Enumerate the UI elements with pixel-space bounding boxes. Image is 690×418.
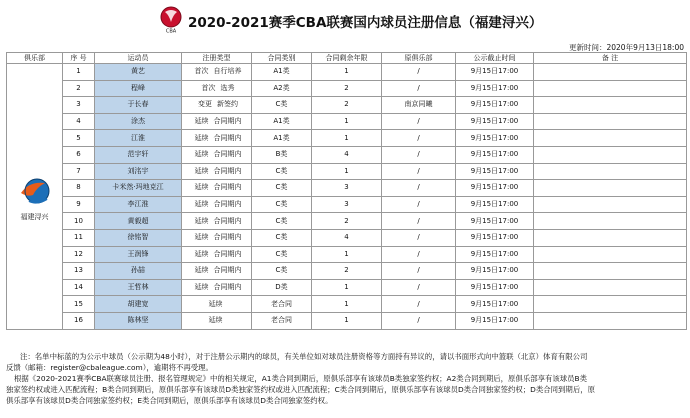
table-row: [7, 229, 687, 246]
cell-contract: C类: [252, 229, 312, 246]
cell-contract: C类: [252, 180, 312, 197]
cell-contract: 老合同: [252, 312, 312, 329]
reg-type-main: 延续: [194, 216, 209, 225]
cell-no: 13: [63, 263, 95, 280]
reg-type-main: 变更: [198, 100, 212, 109]
note-2c: 俱乐部享有该球员D类合同独家签约权；E类合同到期后，原俱乐部享有该球员D类合同独家签约权。: [6, 396, 333, 405]
col-header-athlete: 运动员: [95, 53, 182, 64]
cell-deadline: 9月15日17:00: [456, 246, 534, 263]
club-cell: [7, 64, 63, 330]
cell-no: 3: [63, 97, 95, 114]
cell-years: 1: [312, 246, 382, 263]
reg-type-main: 延续: [194, 233, 209, 242]
table-row: [7, 263, 687, 280]
cell-contract: C类: [252, 97, 312, 114]
cell-years: 1: [312, 64, 382, 81]
cell-no: 14: [63, 279, 95, 296]
cell-remarks: [534, 113, 687, 130]
table-row: [7, 279, 687, 296]
cell-no: 5: [63, 130, 95, 147]
cell-athlete: 孙喆: [95, 263, 182, 280]
cell-orig-club: /: [382, 263, 456, 280]
cell-contract: A1类: [252, 64, 312, 81]
cell-reg-type: [182, 263, 252, 280]
cell-athlete: 胡建宽: [95, 296, 182, 313]
reg-type-main: 延续: [194, 200, 209, 209]
reg-type-main: 延续: [194, 266, 209, 275]
cell-remarks: [534, 97, 687, 114]
cell-remarks: [534, 296, 687, 313]
cell-reg-type: [182, 312, 252, 329]
cell-no: 16: [63, 312, 95, 329]
reg-type-sub: 选秀: [220, 83, 235, 92]
note-2a: 根据《2020-2021赛季CBA联赛球员注册、报名管理规定》中的相关规定，A1类合同到期后，原俱乐部享有该球员B类独家签约权；A2类合同到期后，原俱乐部享有该球员B类: [14, 374, 588, 383]
table-row: [7, 246, 687, 263]
reg-type-main: 延续: [208, 316, 223, 325]
cell-deadline: 9月15日17:00: [456, 196, 534, 213]
cba-logo-icon: [160, 6, 182, 34]
cell-contract: A1类: [252, 130, 312, 147]
cell-no: 1: [63, 64, 95, 81]
cell-deadline: 9月15日17:00: [456, 113, 534, 130]
col-header-no: 序 号: [63, 53, 95, 64]
col-header-deadline: 公示截止时间: [456, 53, 534, 64]
note-1a: 注：名单中标蓝的为公示中球员（公示期为48小时），对于注册公示期内的球员，有关单位如对球员注册资格等方面持有异议的，请以书面形式向中篮联（北京）体育有限公司: [20, 352, 588, 361]
col-header-contract: 合同类别: [252, 53, 312, 64]
cell-no: 12: [63, 246, 95, 263]
cell-deadline: 9月15日17:00: [456, 279, 534, 296]
cell-athlete: 李江淮: [95, 196, 182, 213]
reg-type-sub: 合同期内: [213, 183, 242, 192]
reg-type-sub: 合同期内: [213, 249, 242, 258]
cell-athlete: 黄毅超: [95, 213, 182, 230]
cell-orig-club: /: [382, 130, 456, 147]
cell-remarks: [534, 229, 687, 246]
cell-athlete: 刘洺宇: [95, 163, 182, 180]
table-row: [7, 163, 687, 180]
cell-years: 2: [312, 213, 382, 230]
cell-contract: 老合同: [252, 296, 312, 313]
note-2b: 独家签约权或进入匹配流程；B类合同到期后，原俱乐部享有该球员D类独家签约权或进入匹配流程；C类合同到期后，原俱乐部享有该球员D类合同独家签约权；D类合同到期后，原: [6, 385, 595, 394]
cell-orig-club: /: [382, 64, 456, 81]
reg-type-main: 延续: [194, 166, 209, 175]
cell-no: 7: [63, 163, 95, 180]
cell-reg-type: [182, 196, 252, 213]
reg-type-main: 首次: [194, 67, 209, 76]
cell-deadline: 9月15日17:00: [456, 180, 534, 197]
cell-reg-type: [182, 80, 252, 97]
cell-deadline: 9月15日17:00: [456, 263, 534, 280]
cell-contract: A1类: [252, 113, 312, 130]
svg-text:CBA: CBA: [165, 28, 177, 34]
table-row: [7, 130, 687, 147]
reg-type-sub: 合同期内: [213, 233, 242, 242]
cell-athlete: 涂杰: [95, 113, 182, 130]
col-header-remarks: 备 注: [534, 53, 687, 64]
table-row: [7, 80, 687, 97]
club-logo-icon: [15, 171, 55, 211]
cell-orig-club: 南京同曦: [382, 97, 456, 114]
reg-type-sub: 合同期内: [213, 117, 242, 126]
cell-contract: B类: [252, 146, 312, 163]
cell-remarks: [534, 213, 687, 230]
cell-remarks: [534, 163, 687, 180]
cell-years: 4: [312, 146, 382, 163]
reg-type-sub: 合同期内: [213, 166, 242, 175]
cell-years: 2: [312, 80, 382, 97]
cell-deadline: 9月15日17:00: [456, 80, 534, 97]
page-title: 2020-2021赛季CBA联赛国内球员注册信息（福建浔兴）: [188, 15, 543, 31]
table-row: [7, 296, 687, 313]
cell-years: 1: [312, 296, 382, 313]
col-header-reg-type: 注册类型: [182, 53, 252, 64]
cell-deadline: 9月15日17:00: [456, 64, 534, 81]
cell-contract: C类: [252, 246, 312, 263]
cell-remarks: [534, 146, 687, 163]
cell-contract: C类: [252, 263, 312, 280]
reg-type-main: 延续: [194, 117, 209, 126]
header: [0, 0, 690, 40]
cell-remarks: [534, 263, 687, 280]
cell-no: 6: [63, 146, 95, 163]
cell-no: 10: [63, 213, 95, 230]
notes: [6, 351, 686, 406]
reg-type-sub: 自行培养: [213, 67, 242, 76]
reg-type-main: 延续: [208, 299, 223, 308]
table-row: [7, 312, 687, 329]
cell-athlete: 江淮: [95, 130, 182, 147]
cell-reg-type: [182, 146, 252, 163]
cell-years: 2: [312, 97, 382, 114]
cell-contract: A2类: [252, 80, 312, 97]
cell-orig-club: /: [382, 213, 456, 230]
cell-athlete: 程峰: [95, 80, 182, 97]
reg-type-sub: 新签约: [217, 100, 238, 109]
cell-athlete: 王润锋: [95, 246, 182, 263]
cell-no: 8: [63, 180, 95, 197]
cell-remarks: [534, 180, 687, 197]
reg-type-main: 延续: [194, 183, 209, 192]
club-box: [7, 171, 62, 221]
cell-reg-type: [182, 296, 252, 313]
club-name: 福建浔兴: [20, 213, 49, 222]
cell-orig-club: /: [382, 163, 456, 180]
update-time: 更新时间：2020年9月13日18:00: [568, 43, 684, 52]
cell-remarks: [534, 312, 687, 329]
cell-deadline: 9月15日17:00: [456, 312, 534, 329]
cell-athlete: 徐铭智: [95, 229, 182, 246]
cell-remarks: [534, 196, 687, 213]
cell-reg-type: [182, 113, 252, 130]
cell-years: 3: [312, 180, 382, 197]
reg-type-main: 延续: [194, 150, 209, 159]
cell-no: 11: [63, 229, 95, 246]
cell-contract: C类: [252, 213, 312, 230]
cell-deadline: 9月15日17:00: [456, 296, 534, 313]
table-row: [7, 213, 687, 230]
cell-reg-type: [182, 213, 252, 230]
cell-reg-type: [182, 279, 252, 296]
cell-orig-club: /: [382, 312, 456, 329]
cell-no: 4: [63, 113, 95, 130]
cell-years: 1: [312, 163, 382, 180]
cell-deadline: 9月15日17:00: [456, 213, 534, 230]
cell-orig-club: /: [382, 113, 456, 130]
cell-orig-club: /: [382, 229, 456, 246]
cell-years: 4: [312, 229, 382, 246]
col-header-club: 俱乐部: [7, 53, 63, 64]
cell-orig-club: /: [382, 146, 456, 163]
cell-deadline: 9月15日17:00: [456, 130, 534, 147]
cell-athlete: 王哲林: [95, 279, 182, 296]
cell-years: 1: [312, 312, 382, 329]
table-row: [7, 180, 687, 197]
cell-years: 1: [312, 113, 382, 130]
reg-type-main: 延续: [194, 133, 209, 142]
cell-no: 9: [63, 196, 95, 213]
table-row: [7, 146, 687, 163]
cell-remarks: [534, 64, 687, 81]
col-header-orig-club: 原俱乐部: [382, 53, 456, 64]
cell-orig-club: /: [382, 296, 456, 313]
cell-athlete: 黄艺: [95, 64, 182, 81]
cell-reg-type: [182, 246, 252, 263]
cell-no: 15: [63, 296, 95, 313]
cell-years: 1: [312, 130, 382, 147]
reg-type-sub: 合同期内: [213, 200, 242, 209]
reg-type-main: 延续: [194, 283, 209, 292]
cell-deadline: 9月15日17:00: [456, 146, 534, 163]
reg-type-sub: 合同期内: [213, 283, 242, 292]
cell-athlete: 卡米然·玛地克江: [95, 180, 182, 197]
cell-deadline: 9月15日17:00: [456, 163, 534, 180]
cell-reg-type: [182, 64, 252, 81]
cell-deadline: 9月15日17:00: [456, 229, 534, 246]
note-1b: 反馈（邮箱：register@cbaleague.com），逾期将不再受理。: [6, 363, 213, 372]
reg-type-main: 首次: [201, 83, 216, 92]
reg-type-sub: 合同期内: [213, 133, 242, 142]
cell-no: 2: [63, 80, 95, 97]
cell-reg-type: [182, 130, 252, 147]
cell-reg-type: [182, 229, 252, 246]
reg-type-sub: 合同期内: [213, 216, 242, 225]
reg-type-sub: 合同期内: [213, 150, 242, 159]
reg-type-sub: 合同期内: [213, 266, 242, 275]
table-row: [7, 196, 687, 213]
cell-remarks: [534, 279, 687, 296]
cell-contract: D类: [252, 279, 312, 296]
cell-years: 2: [312, 263, 382, 280]
cell-years: 3: [312, 196, 382, 213]
cell-years: 1: [312, 279, 382, 296]
cell-deadline: 9月15日17:00: [456, 97, 534, 114]
table-row: [7, 113, 687, 130]
cell-reg-type: [182, 163, 252, 180]
cell-reg-type: [182, 97, 252, 114]
table-row: [7, 97, 687, 114]
cell-athlete: 范宇轩: [95, 146, 182, 163]
cell-orig-club: /: [382, 80, 456, 97]
col-header-years: 合同剩余年限: [312, 53, 382, 64]
cell-contract: C类: [252, 163, 312, 180]
cell-athlete: 于长春: [95, 97, 182, 114]
table-header-row: [7, 53, 687, 64]
cell-orig-club: /: [382, 180, 456, 197]
cell-contract: C类: [252, 196, 312, 213]
table-row: [7, 64, 687, 81]
cell-remarks: [534, 246, 687, 263]
cell-remarks: [534, 80, 687, 97]
cell-orig-club: /: [382, 246, 456, 263]
cell-reg-type: [182, 180, 252, 197]
cell-remarks: [534, 130, 687, 147]
reg-type-main: 延续: [194, 249, 209, 258]
cell-orig-club: /: [382, 279, 456, 296]
registration-table: [6, 52, 687, 330]
cell-orig-club: /: [382, 196, 456, 213]
cell-athlete: 陈林坚: [95, 312, 182, 329]
